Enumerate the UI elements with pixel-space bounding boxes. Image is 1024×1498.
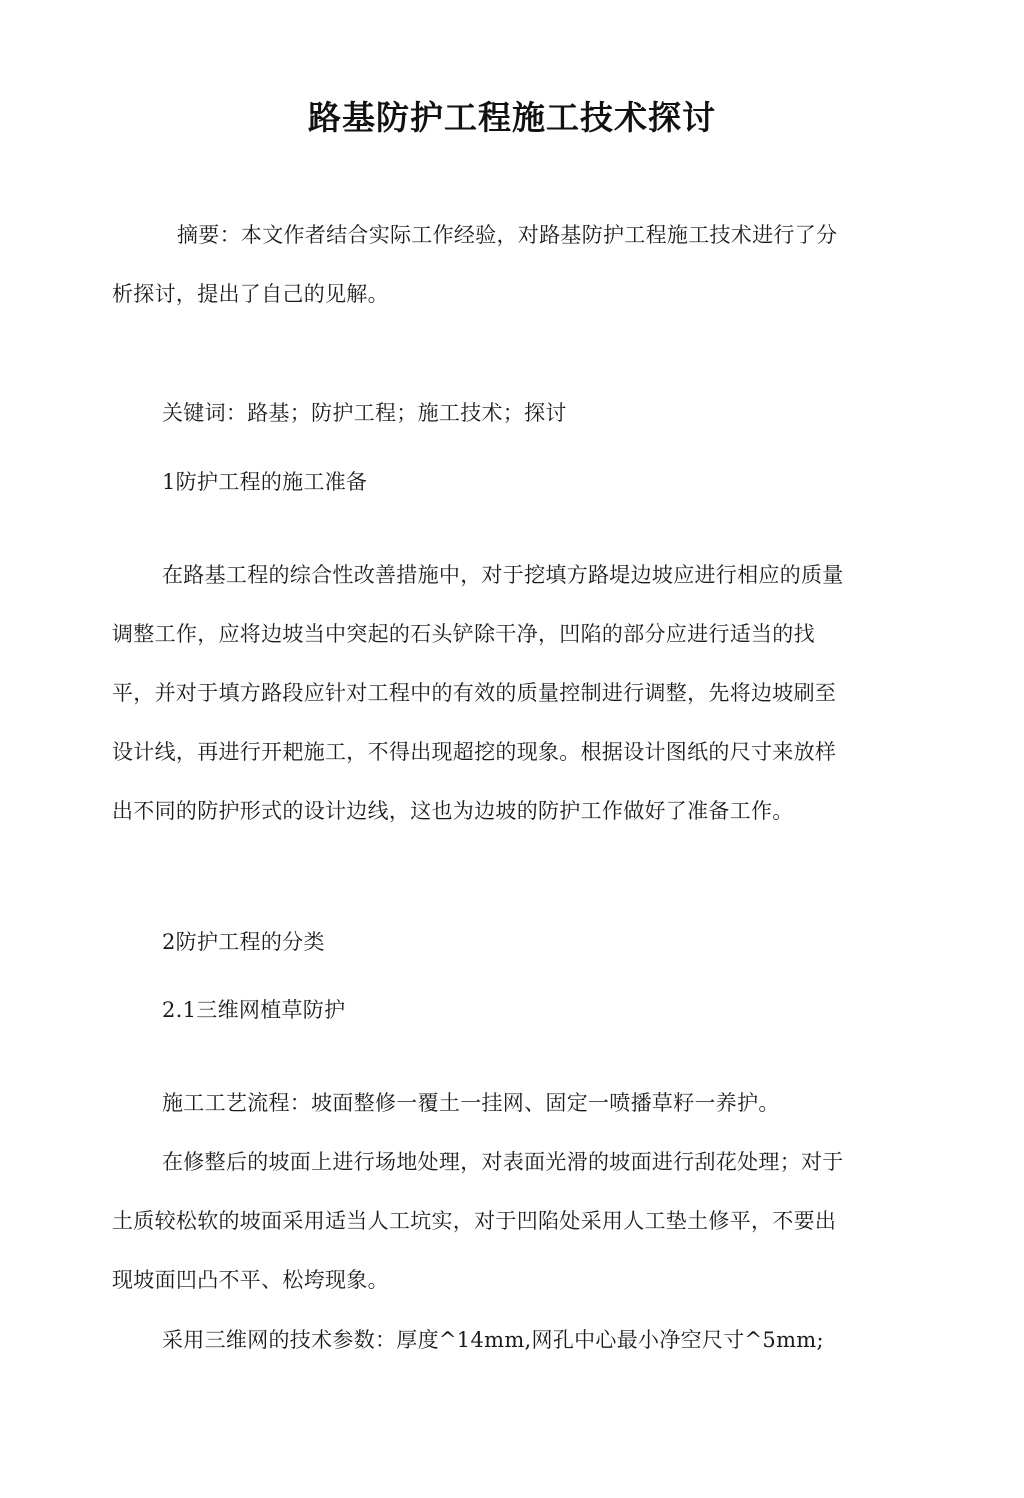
section-1-paragraph: 在路基工程的综合性改善措施中，对于挖填方路堤边坡应进行相应的质量调整工作，应将边坡当中突起的石头铲除干净，凹陷的部分应进行适当的找平，并对于填方路段应针对工程中的有效的质量控制进行调整，先将边坡刷至设计线，再进行开耙施工，不得出现超挖的现象。根据设计图纸的尺寸来放样出不同的防护形式的设计边线，这也为边坡的防护工作做好了准备工作。 bbox=[112, 563, 844, 823]
abstract-paragraph: 摘要：本文作者结合实际工作经验，对路基防护工程施工技术进行了分析探讨，提出了自己的见解。 bbox=[112, 223, 838, 306]
document-title: 路基防护工程施工技术探讨 bbox=[308, 98, 716, 137]
site-treatment-paragraph: 在修整后的坡面上进行场地处理，对表面光滑的坡面进行刮花处理；对于土质较松软的坡面采用适当人工坑实，对于凹陷处采用人工垫土修平，不要出现坡面凹凸不平、松垮现象。 bbox=[112, 1150, 844, 1292]
technical-parameters-paragraph: 采用三维网的技术参数：厚度^14mm,网孔中心最小净空尺寸^5mm; bbox=[162, 1328, 824, 1352]
keywords-line: 关键词：路基；防护工程；施工技术；探讨 bbox=[162, 401, 567, 425]
section-2-1-heading: 2.1三维网植草防护 bbox=[162, 998, 346, 1022]
process-flow-paragraph: 施工工艺流程：坡面整修一覆土一挂网、固定一喷播草籽一养护。 bbox=[162, 1091, 780, 1115]
section-1-heading: 1防护工程的施工准备 bbox=[162, 470, 368, 494]
section-2-heading: 2防护工程的分类 bbox=[162, 930, 325, 954]
